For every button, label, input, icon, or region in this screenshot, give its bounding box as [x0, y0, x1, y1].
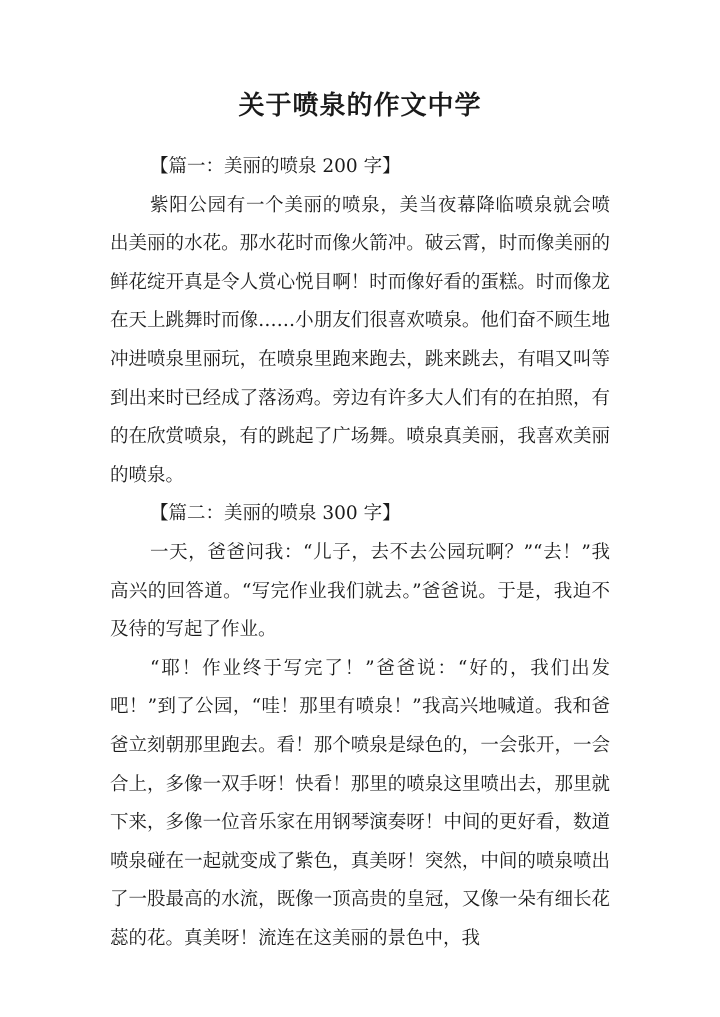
section-heading-1: 【篇一：美丽的喷泉 200 字】	[150, 156, 401, 177]
section-1-paragraph-1: 紫阳公园有一个美丽的喷泉，美当夜幕降临喷泉就会喷出美丽的水花。那水花时而像火箭冲。破云霄，时而像美丽的鲜花绽开真是令人赏心悦目啊！时而像好看的蛋糕。时而像龙在天上跳舞时而像……小朋友们很喜欢喷泉。他们奋不顾生地冲进喷泉里丽玩，在喷泉里跑来跑去，跳来跳去，有唱又叫等到出来时已经成了落汤鸡。旁边有许多大人们有的在拍照，有的在欣赏喷泉，有的跳起了广场舞。喷泉真美丽，我喜欢美丽的喷泉。	[110, 194, 610, 486]
section-heading-2: 【篇二：美丽的喷泉 300 字】	[150, 503, 401, 525]
section-2-paragraph-2: “耶！作业终于写完了！”爸爸说：“好的，我们出发吧！”到了公园，“哇！那里有喷泉！”我高兴地喊道。我和爸爸立刻朝那里跑去。看！那个喷泉是绿色的，一会张开，一会合上，多像一双手呀！快看！那里的喷泉这里喷出去，那里就下来，多像一位音乐家在用钢琴演奏呀！中间的更好看，数道喷泉碰在一起就变成了紫色，真美呀！突然，中间的喷泉喷出了一股最高的水流，既像一顶高贵的皇冠，又像一朵有细长花蕊的花。真美呀！流连在这美丽的景色中，我	[110, 657, 610, 949]
section-2-paragraph-1: 一天，爸爸问我：“儿子，去不去公园玩啊？”“去！”我高兴的回答道。“写完作业我们就去。”爸爸说。于是，我迫不及待的写起了作业。	[110, 541, 610, 641]
document-body	[110, 148, 610, 958]
document-title: 关于喷泉的作文中学	[238, 91, 482, 121]
